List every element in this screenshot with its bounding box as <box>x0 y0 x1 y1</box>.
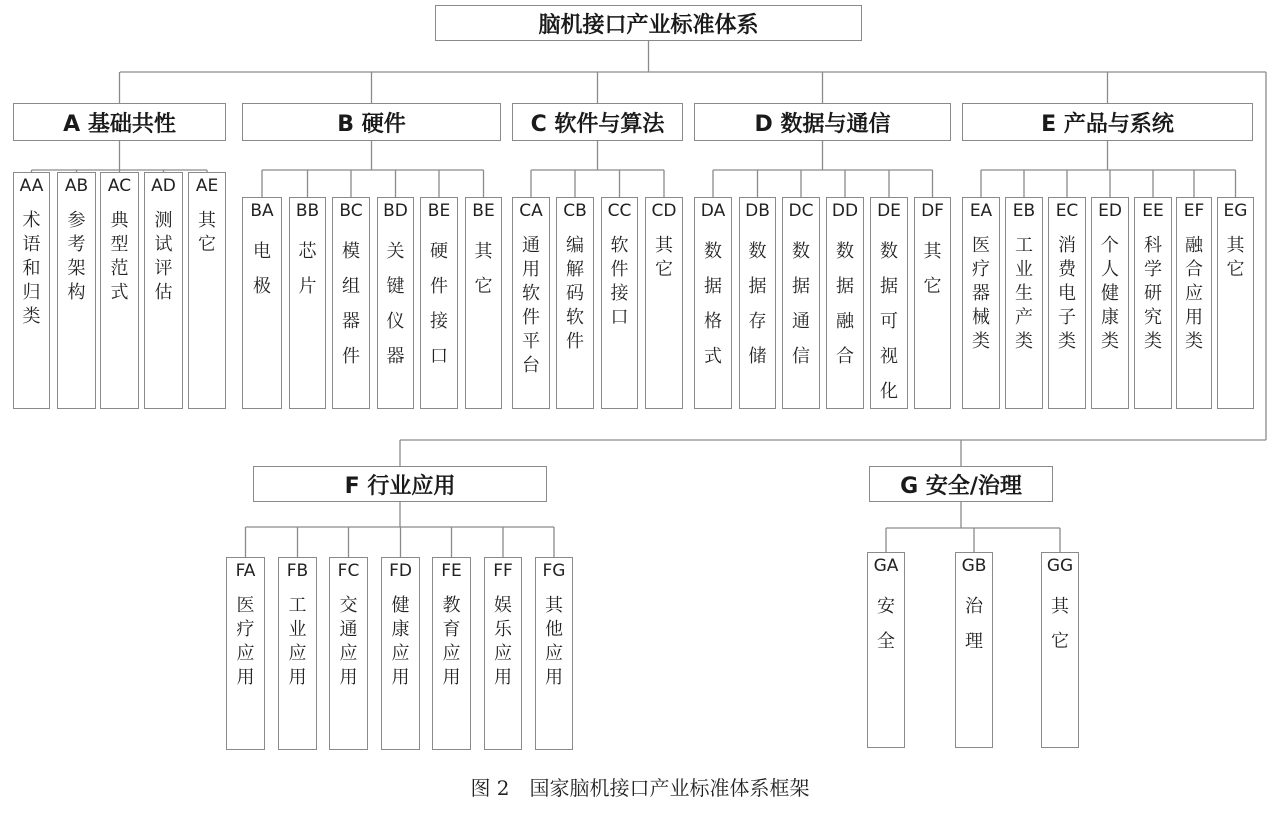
leaf-ef-5 <box>1176 197 1212 409</box>
leaf-label: 数据融合 <box>836 241 854 367</box>
leaf-bd-3 <box>377 197 414 409</box>
leaf-code: AC <box>107 176 132 196</box>
leaf-ec-2 <box>1048 197 1086 409</box>
leaf-code: DC <box>788 201 814 221</box>
leaf-label: 通用软件平台 <box>522 235 540 376</box>
leaf-de-4 <box>870 197 908 409</box>
category-D: D 数据与通信 <box>694 103 951 141</box>
leaf-code: CB <box>563 201 587 221</box>
leaf-label: 数据存储 <box>748 241 767 367</box>
leaf-label: 编解码软件 <box>566 235 584 352</box>
leaf-code: BC <box>339 201 363 221</box>
leaf-label: 术语和归类 <box>22 210 41 327</box>
leaf-label: 电极 <box>253 241 271 297</box>
leaf-code: EC <box>1055 201 1079 221</box>
leaf-be-5 <box>465 197 502 409</box>
leaf-ac-2 <box>100 172 139 409</box>
leaf-code: EB <box>1012 201 1036 221</box>
leaf-fg-6 <box>535 557 573 750</box>
category-B: B 硬件 <box>242 103 501 141</box>
leaf-label: 参考架构 <box>67 210 86 303</box>
leaf-label: 芯片 <box>298 241 317 297</box>
leaf-code: DE <box>877 201 901 221</box>
leaf-code: CA <box>519 201 543 221</box>
leaf-code: BD <box>383 201 408 221</box>
leaf-code: GA <box>873 556 899 576</box>
leaf-label: 其它 <box>923 241 942 297</box>
leaf-label: 工业生产类 <box>1015 235 1033 352</box>
leaf-ed-3 <box>1091 197 1129 409</box>
leaf-code: AB <box>64 176 89 196</box>
leaf-code: DB <box>745 201 770 221</box>
leaf-label: 软件接口 <box>610 235 629 328</box>
leaf-ad-3 <box>144 172 183 409</box>
leaf-da-0 <box>694 197 732 409</box>
leaf-fe-4 <box>432 557 471 750</box>
leaf-label: 安全 <box>877 596 895 652</box>
leaf-code: FD <box>389 561 412 581</box>
leaf-label: 其它 <box>655 235 673 280</box>
leaf-code: GG <box>1046 556 1074 576</box>
leaf-label: 其它 <box>1226 235 1245 280</box>
leaf-code: DA <box>700 201 726 221</box>
leaf-code: FE <box>441 561 462 581</box>
leaf-cb-1 <box>556 197 594 409</box>
leaf-code: GB <box>961 556 987 576</box>
leaf-code: DD <box>831 201 859 221</box>
leaf-label: 数据格式 <box>704 241 722 367</box>
leaf-code: FB <box>286 561 309 581</box>
leaf-label: 其它 <box>198 210 216 255</box>
root-node: 脑机接口产业标准体系 <box>435 5 862 41</box>
leaf-fd-3 <box>381 557 420 750</box>
leaf-code: FG <box>542 561 566 581</box>
leaf-db-1 <box>739 197 776 409</box>
leaf-label: 其它 <box>1051 596 1069 652</box>
leaf-ff-5 <box>484 557 522 750</box>
leaf-label: 娱乐应用 <box>494 595 512 688</box>
category-G: G 安全/治理 <box>869 466 1053 502</box>
leaf-code: EF <box>1183 201 1205 221</box>
leaf-bc-2 <box>332 197 370 409</box>
leaf-label: 其它 <box>474 241 493 297</box>
leaf-df-5 <box>914 197 951 409</box>
leaf-label: 个人健康类 <box>1101 235 1119 352</box>
leaf-label: 硬件接口 <box>430 241 448 367</box>
leaf-ae-4 <box>188 172 226 409</box>
leaf-code: FC <box>337 561 360 581</box>
leaf-code: EA <box>969 201 993 221</box>
leaf-cc-2 <box>601 197 638 409</box>
leaf-label: 测试评估 <box>154 210 173 303</box>
leaf-label: 典型范式 <box>110 210 129 303</box>
leaf-code: BE <box>427 201 451 221</box>
category-A: A 基础共性 <box>13 103 226 141</box>
category-E: E 产品与系统 <box>962 103 1253 141</box>
leaf-aa-0 <box>13 172 50 409</box>
figure-caption: 图 2 国家脑机接口产业标准体系框架 <box>470 776 810 800</box>
leaf-code: DF <box>921 201 944 221</box>
leaf-ba-0 <box>242 197 282 409</box>
leaf-code: EG <box>1223 201 1248 221</box>
leaf-dc-2 <box>782 197 820 409</box>
leaf-label: 治理 <box>965 596 983 652</box>
leaf-fc-2 <box>329 557 368 750</box>
leaf-label: 消费电子类 <box>1058 235 1076 352</box>
leaf-label: 其他应用 <box>545 595 563 688</box>
leaf-label: 医疗器械类 <box>972 235 990 352</box>
leaf-fa-0 <box>226 557 265 750</box>
leaf-fb-1 <box>278 557 317 750</box>
leaf-ee-4 <box>1134 197 1172 409</box>
leaf-code: AD <box>151 176 176 196</box>
leaf-code: BE <box>472 201 495 221</box>
leaf-code: AA <box>19 176 44 196</box>
leaf-eb-1 <box>1005 197 1043 409</box>
leaf-code: BB <box>295 201 320 221</box>
leaf-label: 交通应用 <box>339 595 358 688</box>
leaf-label: 融合应用类 <box>1185 235 1203 352</box>
category-C: C 软件与算法 <box>512 103 683 141</box>
leaf-code: FA <box>235 561 256 581</box>
leaf-label: 教育应用 <box>442 595 461 688</box>
leaf-ca-0 <box>512 197 550 409</box>
leaf-gb-1 <box>955 552 993 748</box>
leaf-label: 工业应用 <box>288 595 307 688</box>
leaf-ga-0 <box>867 552 905 748</box>
leaf-code: CC <box>607 201 632 221</box>
leaf-code: CD <box>651 201 677 221</box>
leaf-label: 医疗应用 <box>236 595 255 688</box>
leaf-code: ED <box>1098 201 1122 221</box>
leaf-gg-2 <box>1041 552 1079 748</box>
leaf-label: 科学研究类 <box>1144 235 1162 352</box>
leaf-label: 数据通信 <box>792 241 810 367</box>
category-F: F 行业应用 <box>253 466 547 502</box>
leaf-label: 模组器件 <box>342 241 360 367</box>
leaf-dd-3 <box>826 197 864 409</box>
leaf-label: 健康应用 <box>391 595 410 688</box>
leaf-label: 数据可视化 <box>880 241 898 402</box>
leaf-ab-1 <box>57 172 96 409</box>
leaf-cd-3 <box>645 197 683 409</box>
leaf-code: BA <box>250 201 274 221</box>
leaf-code: AE <box>195 176 219 196</box>
leaf-code: EE <box>1142 201 1164 221</box>
leaf-label: 关键仪器 <box>386 241 405 367</box>
leaf-bb-1 <box>289 197 326 409</box>
leaf-eg-6 <box>1217 197 1254 409</box>
leaf-be-4 <box>420 197 458 409</box>
leaf-ea-0 <box>962 197 1000 409</box>
leaf-code: FF <box>493 561 513 581</box>
